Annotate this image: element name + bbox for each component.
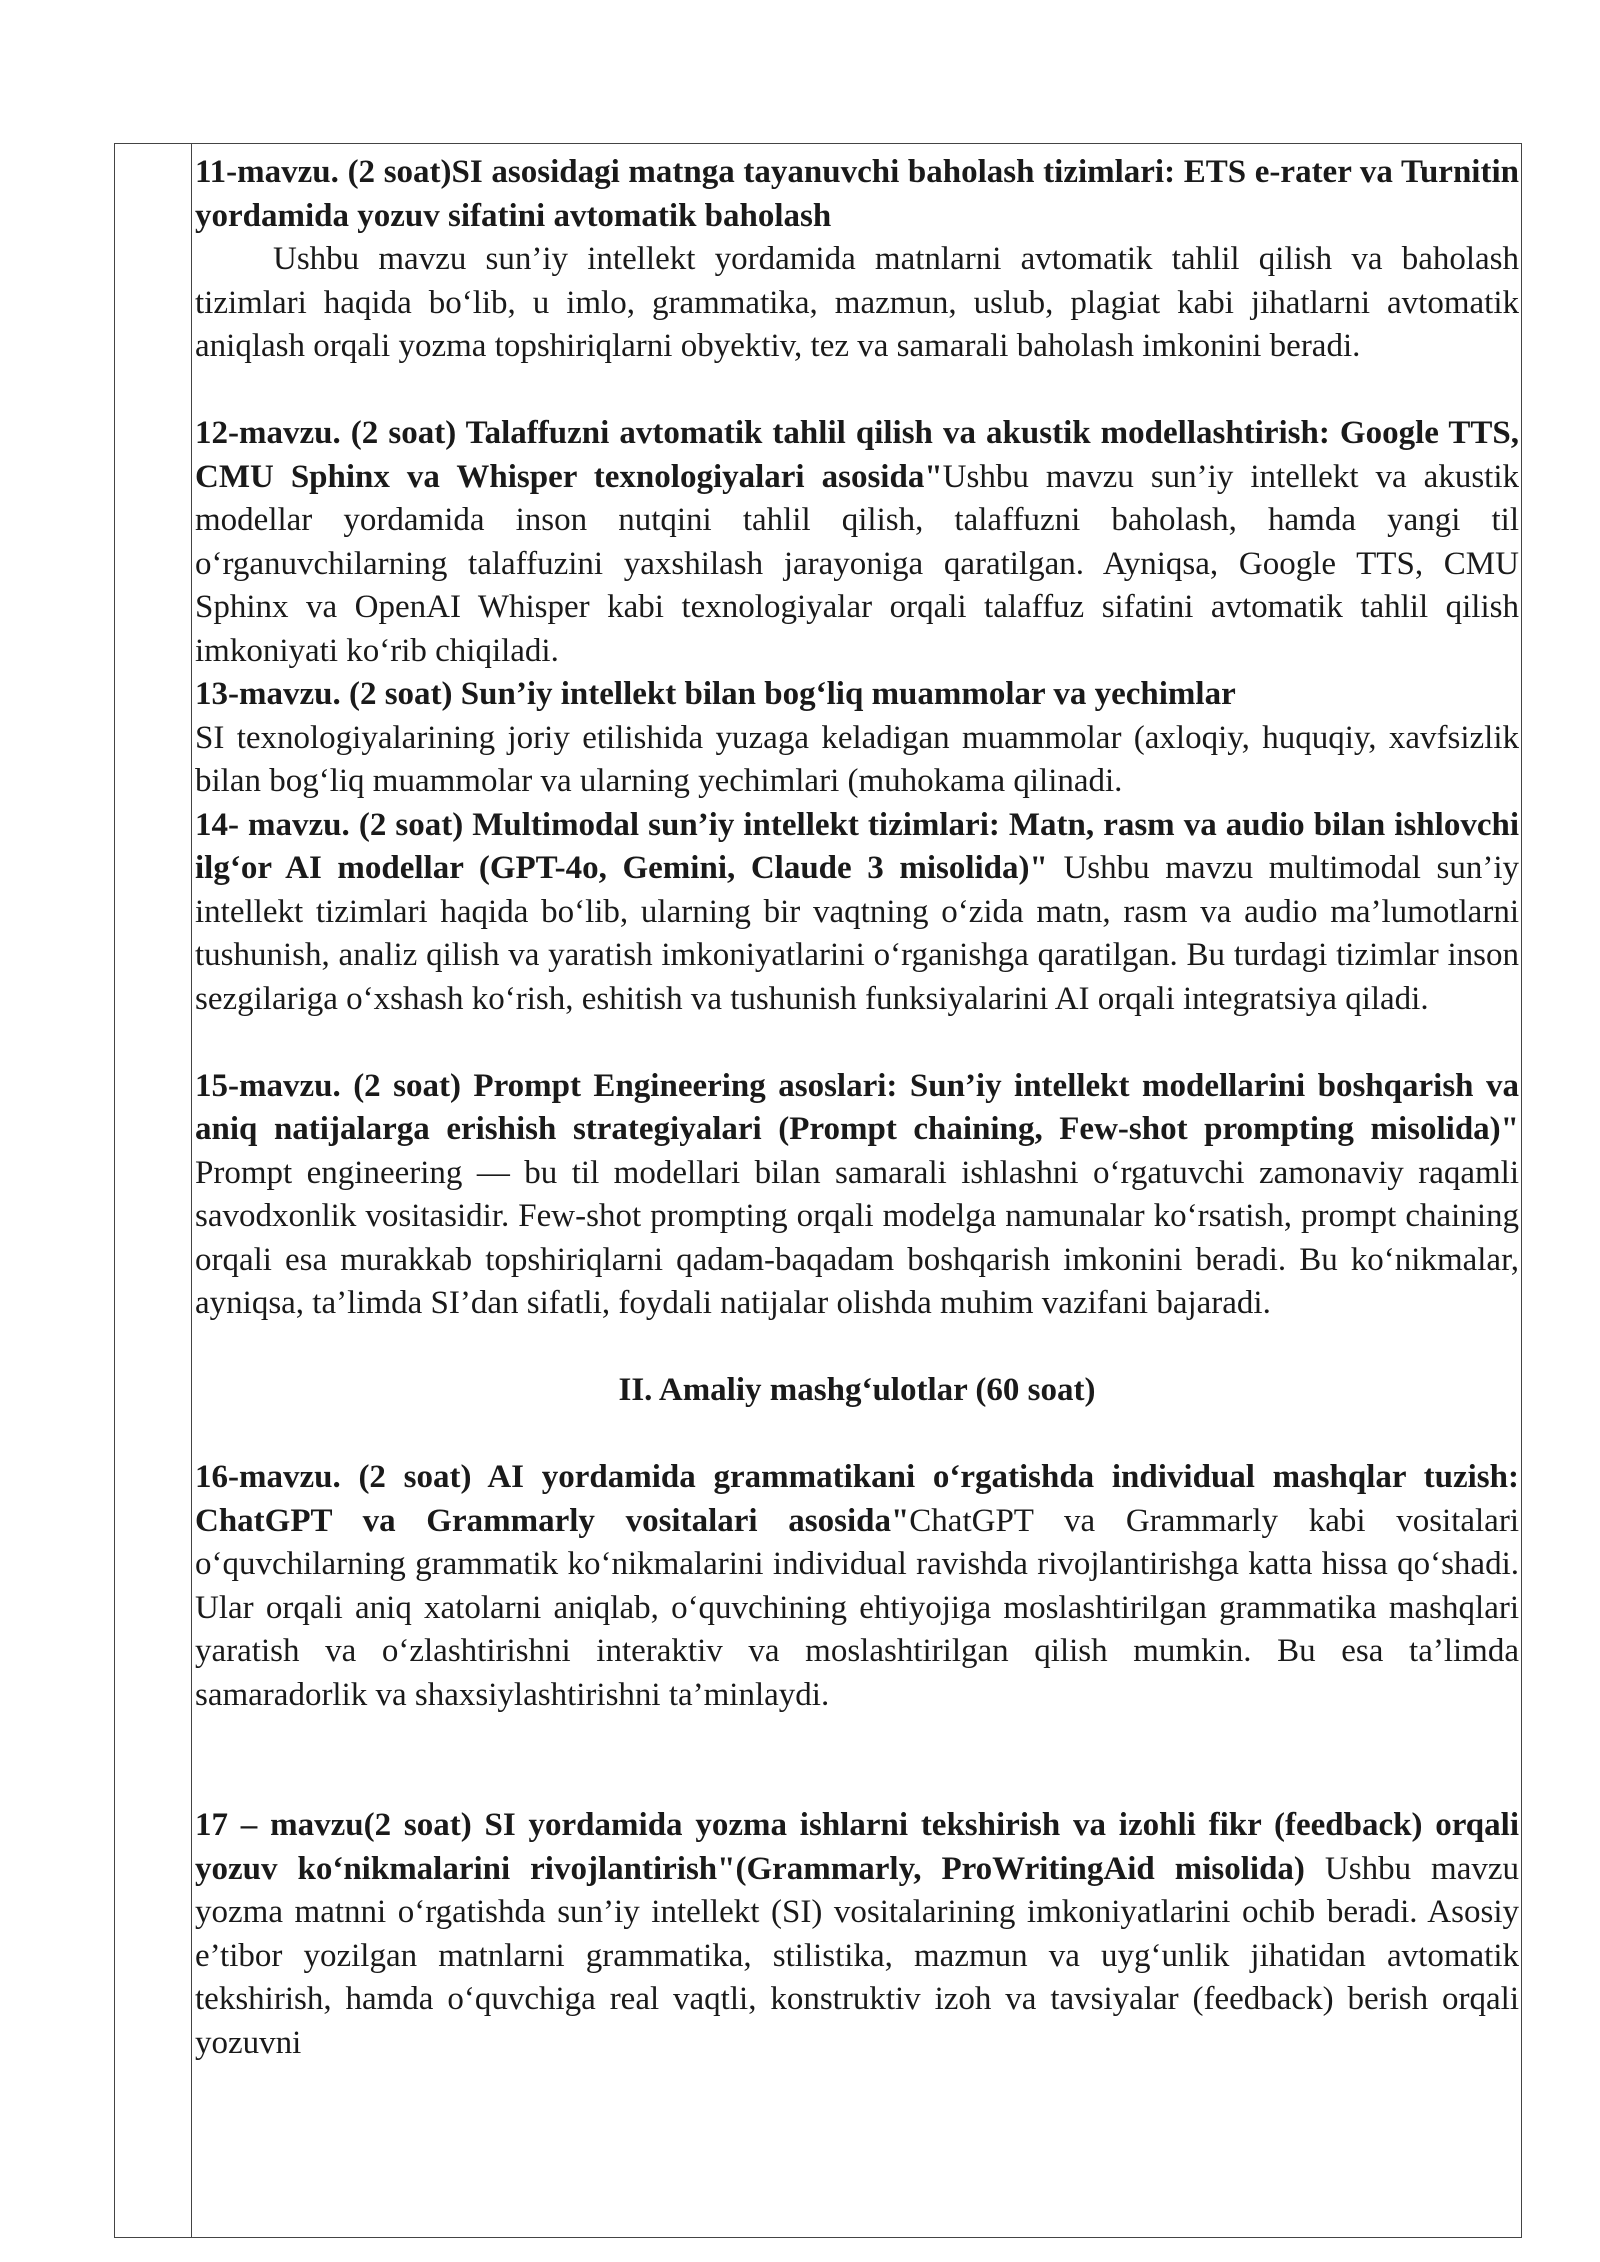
spacer: [195, 1021, 1519, 1065]
topic-12-heading: 12-mavzu. (2 soat) Talaffuzni avtomatik tahlil qilish va akustik modellashtirish: Google TTS, CMU Sphinx va Whisper texnologiyalari asosida": [195, 415, 1519, 495]
spacer: [195, 1413, 1519, 1457]
topic-11-heading: 11-mavzu. (2 soat)SI asosidagi matnga tayanuvchi baholash tizimlari: ETS e-rater va Turnitin yordamida yozuv sifatini avtomatik baholash: [195, 154, 1519, 234]
topic-15-heading: 15-mavzu. (2 soat) Prompt Engineering asoslari: Sun’iy intellekt modellarini boshqarish va aniq natijalarga erishish strategiyalari (Prompt chaining, Few-shot prompting misolida)": [195, 1067, 1519, 1147]
topic-17-heading: 17 – mavzu(2 soat) SI yordamida yozma ishlarni tekshirish va izohli fikr (feedback) orqali yozuv ko‘nikmalarini rivojlantirish"(Grammarly, ProWritingAid misolida): [195, 1807, 1519, 1887]
topic-17-body: Ushbu mavzu yozma matnni o‘rgatishda sun’iy intellekt (SI) vositalarining imkoniyatlarini ochib beradi. Asosiy e’tibor yozilgan matnlarni grammatika, stilistika, mazmun va uyg‘unlik jihatidan avtomatik tekshirish, hamda o‘quvchiga real vaqtli, konstruktiv izoh va tavsiyalar (feedback) berish orqali yozuvni: [195, 1850, 1520, 2061]
topic-16-body: ChatGPT va Grammarly kabi vositalari o‘quvchilarning grammatik ko‘nikmalarini individual ravishda rivojlantirishga katta hissa qo‘shadi. Ular orqali aniq xatolarni aniqlab, o‘quvchining ehtiyojiga moslashtirilgan grammatika mashqlari yaratish va o‘zlashtirishni interaktiv va moslashtirilgan qilish mumkin. Bu esa ta’limda samaradorlik va shaxsiylashtirishni ta’minlaydi.: [195, 1502, 1519, 1713]
topic-14: [195, 804, 1519, 1022]
content-cell: [192, 144, 1521, 2237]
topic-16-heading: 16-mavzu. (2 soat) AI yordamida grammatikani o‘rgatishda individual mashqlar tuzish: ChatGPT va Grammarly vositalari asosida": [195, 1459, 1519, 1539]
spacer: [195, 369, 1519, 413]
left-column: [115, 144, 192, 2237]
topic-14-body: Ushbu mavzu multimodal sun’iy intellekt tizimlari haqida bo‘lib, ularning bir vaqtning o‘zida matn, rasm va audio ma’lumotlarni tushunish, analiz qilish va yaratish imkoniyatlarini o‘rganishga qaratilgan. Bu turdagi tizimlar inson sezgilariga o‘xshash ko‘rish, eshitish va tushunish funksiyalarini AI orqali integratsiya qiladi.: [195, 850, 1519, 1017]
spacer: [195, 1326, 1519, 1370]
spacer: [195, 1717, 1519, 1804]
section-heading: II. Amaliy mashg‘ulotlar (60 soat): [618, 1372, 1096, 1408]
topic-16: [195, 1456, 1519, 1717]
topic-12-body: Ushbu mavzu sun’iy intellekt va akustik modellar yordamida inson nutqini tahlil qilish, talaffuzni baholash, hamda yangi til o‘rganuvchilarning talaffuzini yaxshilash jarayoniga qaratilgan. Ayniqsa, Google TTS, CMU Sphinx va OpenAI Whisper kabi texnologiyalar orqali talaffuz sifatini avtomatik tahlil qilish imkoniyati ko‘rib chiqiladi.: [195, 458, 1520, 669]
topic-17: [195, 1804, 1519, 2065]
topic-13-body: SI texnologiyalarining joriy etilishida yuzaga keladigan muammolar (axloqiy, huquqiy, xavfsizlik bilan bog‘liq muammolar va ularning yechimlari (muhokama qilinadi.: [195, 719, 1519, 799]
topic-14-heading: 14- mavzu. (2 soat) Multimodal sun’iy intellekt tizimlari: Matn, rasm va audio bilan ishlovchi ilg‘or AI modellar (GPT-4o, Gemini, Claude 3 misolida)": [195, 806, 1519, 886]
topic-12: [195, 412, 1519, 673]
topic-15-body: Prompt engineering — bu til modellari bilan samarali ishlashni o‘rgatuvchi zamonaviy raqamli savodxonlik vositasidir. Few-shot prompting orqali modelga namunalar ko‘rsatish, prompt chaining orqali esa murakkab topshiriqlarni qadam-baqadam boshqarish imkonini beradi. Bu ko‘nikmalar, ayniqsa, ta’limda SI’dan sifatli, foydali natijalar olishda muhim vazifani bajaradi.: [195, 1154, 1519, 1321]
topic-15: [195, 1065, 1519, 1326]
document-table: [114, 143, 1522, 2238]
topic-13-heading: 13-mavzu. (2 soat) Sun’iy intellekt bilan bog‘liq muammolar va yechimlar: [195, 676, 1236, 712]
topic-11-body: Ushbu mavzu sun’iy intellekt yordamida matnlarni avtomatik tahlil qilish va baholash tizimlari haqida bo‘lib, u imlo, grammatika, mazmun, uslub, plagiat kabi jihatlarni avtomatik aniqlash orqali yozma topshiriqlarni obyektiv, tez va samarali baholash imkonini beradi.: [195, 241, 1519, 364]
